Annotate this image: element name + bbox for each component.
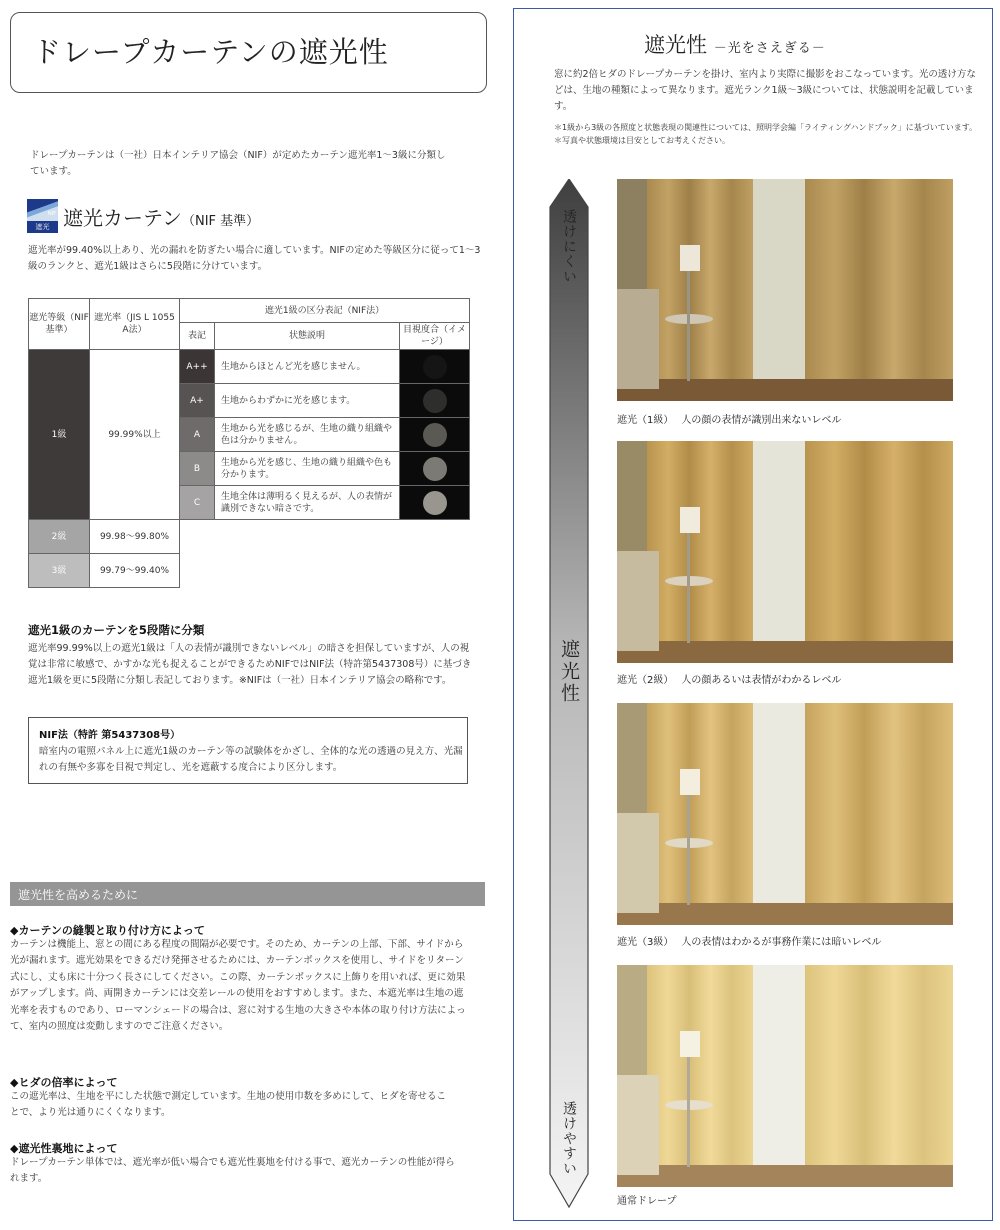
- section-bar: [10, 882, 485, 906]
- nif-box-title: NIF法（特許 第5437308号）: [39, 730, 181, 741]
- caption-label: 遮光（2級）: [617, 675, 674, 686]
- photo-normal-drape: [617, 965, 953, 1187]
- page-title: ドレープカーテンの遮光性: [32, 35, 389, 69]
- grade-2-cell: 2級: [29, 520, 90, 554]
- photo-grade-2: [617, 441, 953, 663]
- scale-bottom-label: 透けやすい: [561, 1101, 577, 1176]
- panel-title: [644, 29, 826, 59]
- nif-shako-logo-icon: [27, 199, 58, 233]
- section-bar-title: 遮光性を高めるために: [18, 888, 139, 902]
- mark-cell: A: [180, 418, 215, 452]
- shielding-scale-arrow: [548, 179, 590, 1209]
- visual-cell: [400, 418, 470, 452]
- visual-dot-icon: [423, 389, 447, 413]
- caption-level: 人の顔あるいは表情がわかるレベル: [681, 675, 842, 686]
- grade-table: [28, 298, 470, 588]
- panel-description: 窓に約2倍ヒダのドレープカーテンを掛け、室内より実際に撮影をおこなっています。光の透け方などは、生地の種類によって異なります。遮光ランク1級〜3級については、状態説明を記載しています。: [554, 69, 976, 112]
- mark-cell: C: [180, 486, 215, 520]
- visual-dot-icon: [423, 423, 447, 447]
- state-cell: 生地全体は薄明るく見えるが、人の表情が識別できない暗さです。: [215, 486, 400, 520]
- visual-cell: [400, 452, 470, 486]
- caption-label: 通常ドレープ: [617, 1196, 677, 1207]
- rate-1-cell: 99.99%以上: [90, 350, 180, 520]
- nif-method-box: [28, 717, 468, 784]
- mark-cell: A++: [180, 350, 215, 384]
- state-cell: 生地から光を感じ、生地の織り組織や色も分かります。: [215, 452, 400, 486]
- heading-description: 遮光率が99.40%以上あり、光の漏れを防ぎたい場合に適しています。NIFの定めた等級区分に従って1〜3級のランクと、遮光1級はさらに5段階に分けています。: [28, 245, 481, 272]
- light-shielding-panel: [513, 8, 993, 1221]
- heading-sub: （NIF 基準）: [182, 214, 260, 229]
- caption-label: 遮光（1級）: [617, 415, 674, 426]
- caption-label: 遮光（3級）: [617, 937, 674, 948]
- photo-caption-1: [617, 411, 841, 426]
- photo-caption-3: [617, 933, 881, 948]
- logo-label: 遮光: [35, 223, 50, 231]
- state-cell: 生地からほとんど光を感じません。: [215, 350, 400, 384]
- nif-mini-label: NIF: [47, 211, 56, 217]
- header-visual: 目視度合（イメージ）: [400, 323, 470, 350]
- state-cell: 生地から光を感じるが、生地の織り組織や色は分かりません。: [215, 418, 400, 452]
- table-row: [29, 554, 470, 588]
- visual-dot-icon: [423, 457, 447, 481]
- section-heading: [63, 202, 259, 231]
- photo-caption-4: [617, 1192, 677, 1207]
- photo-grade-1: [617, 179, 953, 401]
- header-state: 状態説明: [215, 323, 400, 350]
- tip-title-pleat: ◆ヒダの倍率によって: [10, 1076, 118, 1089]
- panel-title-main: 遮光性: [644, 33, 707, 57]
- header-class: 遮光1級の区分表記（NIF法）: [180, 299, 470, 323]
- five-level-title: 遮光1級のカーテンを5段階に分類: [28, 623, 205, 637]
- photo-grade-3: [617, 703, 953, 925]
- panel-notes: ＊1級から3級の各照度と状態表現の関連性については、照明学会編「ライティングハンドブック」に基づいています。＊写真や状態環境は目安としてお考えください。: [554, 123, 978, 145]
- tip-title-lining: ◆遮光性裏地によって: [10, 1142, 118, 1155]
- panel-title-sub: －光をさえぎる－: [713, 41, 826, 56]
- rate-2-cell: 99.98〜99.80%: [90, 520, 180, 554]
- scale-middle-label: 遮光性: [558, 639, 580, 705]
- heading-main: 遮光カーテン: [63, 206, 182, 230]
- photo-caption-2: [617, 671, 841, 686]
- header-grade: 遮光等級（NIF基準）: [29, 299, 90, 350]
- rate-3-cell: 99.79〜99.40%: [90, 554, 180, 588]
- caption-level: 人の表情はわかるが事務作業には暗いレベル: [681, 937, 882, 948]
- tip-title-sewing: ◆カーテンの縫製と取り付け方によって: [10, 924, 205, 937]
- mark-cell: A+: [180, 384, 215, 418]
- header-mark: 表記: [180, 323, 215, 350]
- visual-cell: [400, 486, 470, 520]
- visual-cell: [400, 350, 470, 384]
- tip-body-sewing: カーテンは機能上、窓との間にある程度の間隔が必要です。そのため、カーテンの上部、下部、サイドから光が漏れます。遮光効果をできるだけ発揮させるためには、カーテンボックスを使用し、サイドをリターン式にし、丈も床に十分つく長さにしてください。この際、カーテンボックスに上飾りを用いれば、更に効果がアップします。尚、両開きカーテンには交差レールの使用をおすすめします。また、本遮光率は生地の遮光率を表すものであり、ローマンシェードの場合は、窓に対する生地の大きさや本体の取り付け方法によって、室内の照度は変動しますのでご注意ください。: [10, 939, 466, 1033]
- table-row: [29, 350, 470, 384]
- tip-body-lining: ドレープカーテン単体では、遮光率が低い場合でも遮光性裏地を付ける事で、遮光カーテンの性能が得られます。: [10, 1157, 455, 1185]
- five-level-body: 遮光率99.99%以上の遮光1級は「人の表情が識別できないレベル」の暗さを担保していますが、人の視覚は非常に敏感で、かすかな光も捉えることができるためNIFではNIF法（特許第5437308号）に基づき遮光1級を更に5段階に分類し表記しております。※NIFは（一社）日本インテリア協会の略称です。: [28, 643, 472, 686]
- scale-top-label: 透けにくい: [561, 209, 577, 284]
- header-rate: 遮光率（JIS L 1055 A法）: [90, 299, 180, 350]
- mark-cell: B: [180, 452, 215, 486]
- grade-3-cell: 3級: [29, 554, 90, 588]
- visual-cell: [400, 384, 470, 418]
- visual-dot-icon: [423, 355, 447, 379]
- visual-dot-icon: [423, 491, 447, 515]
- intro-text: ドレープカーテンは（一社）日本インテリア協会（NIF）が定めたカーテン遮光率1〜3級に分類しています。: [30, 150, 446, 177]
- caption-level: 人の顔の表情が識別出来ないレベル: [681, 415, 842, 426]
- tip-body-pleat: この遮光率は、生地を平にした状態で測定しています。生地の使用巾数を多めにして、ヒダを寄せることで、より光は通りにくくなります。: [10, 1091, 447, 1119]
- grade-1-cell: 1級: [29, 350, 90, 520]
- state-cell: 生地からわずかに光を感じます。: [215, 384, 400, 418]
- nif-box-body: 暗室内の電照パネル上に遮光1級のカーテン等の試験体をかざし、全体的な光の透過の見え方、光漏れの有無や多寡を目視で判定し、光を遮蔽する度合により区分します。: [39, 746, 463, 773]
- table-row: [29, 520, 470, 554]
